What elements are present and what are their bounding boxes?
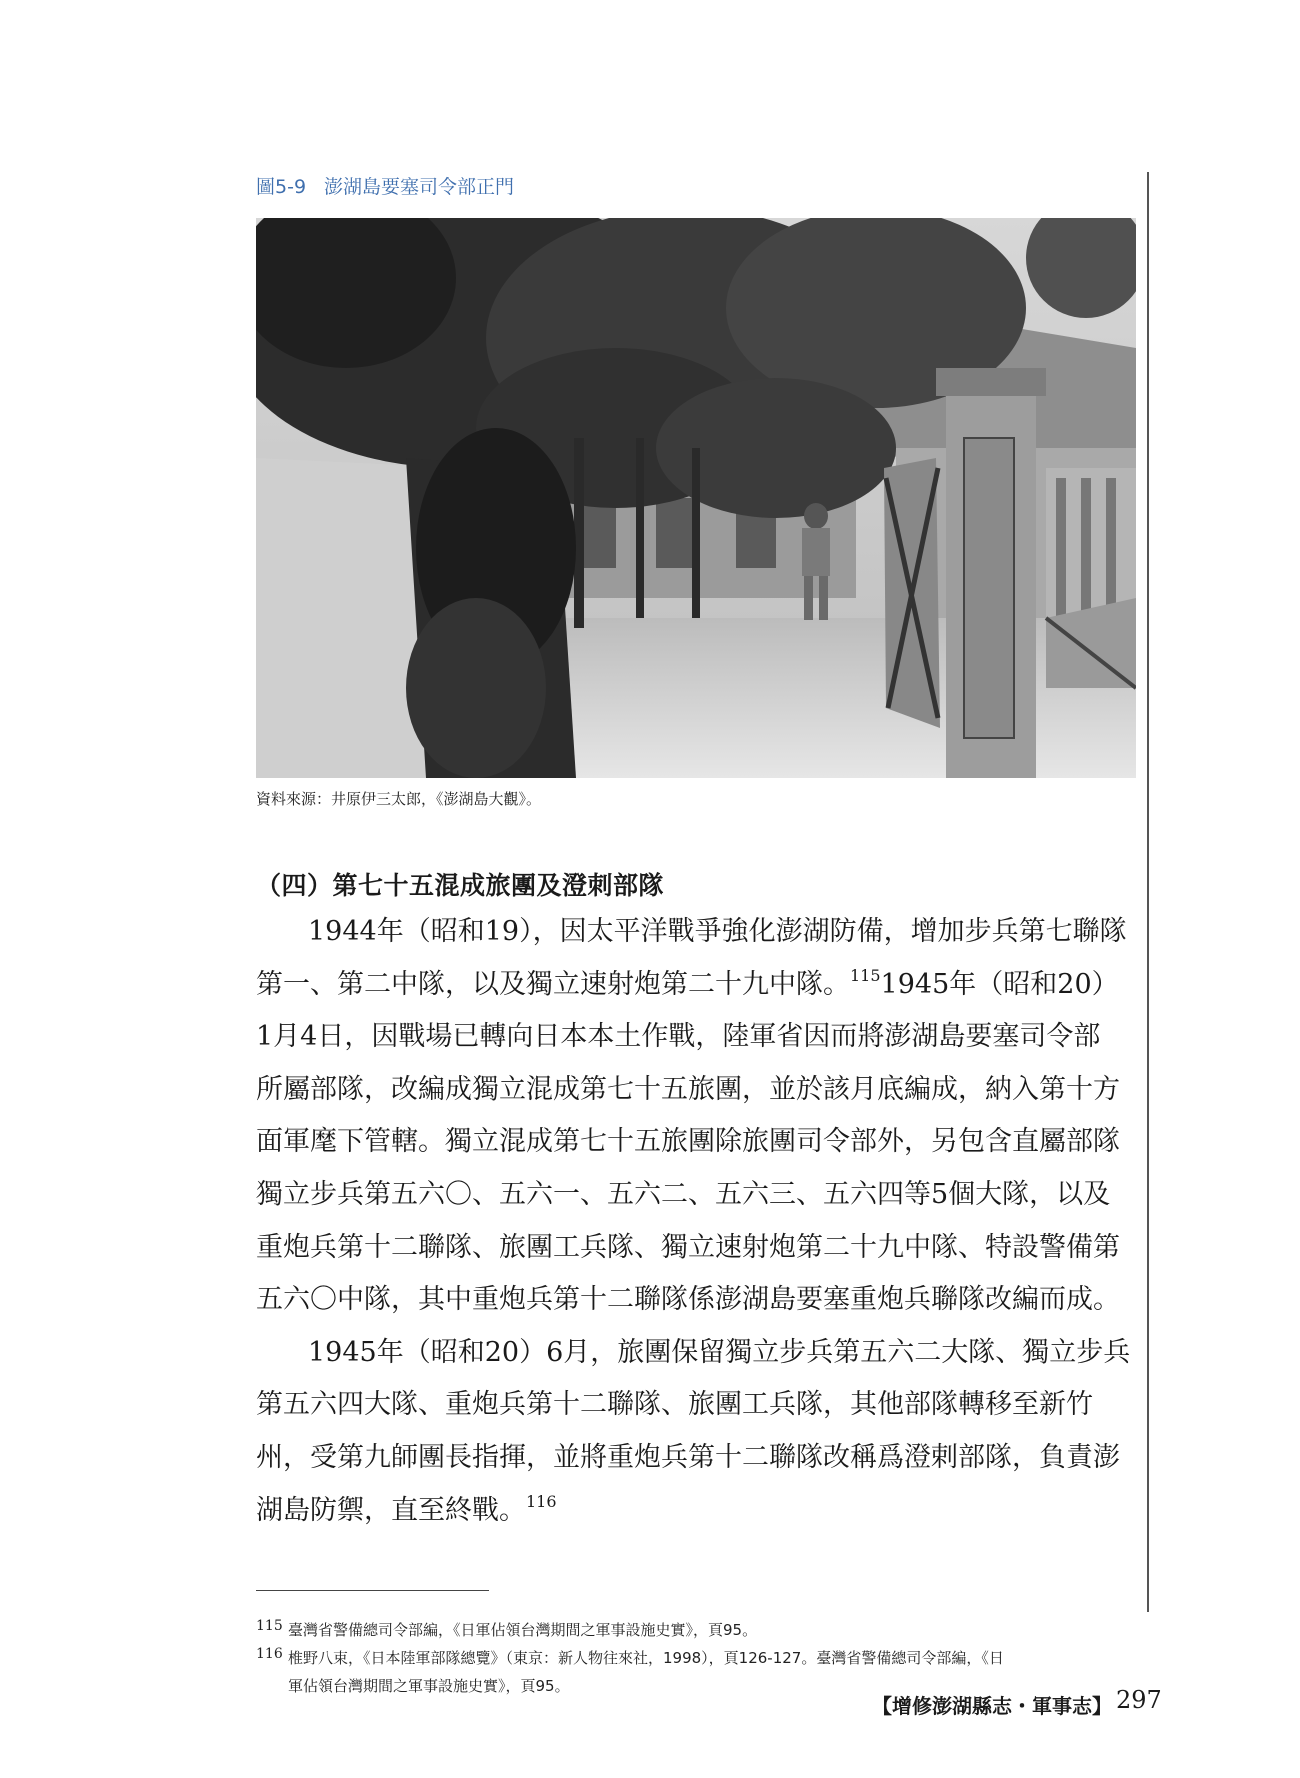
- right-margin-rule: [1147, 172, 1149, 1612]
- footnote-115: [256, 1616, 1136, 1644]
- footnote-ref-115[interactable]: 115: [850, 965, 881, 985]
- figure-title: 澎湖島要塞司令部正門: [324, 176, 515, 198]
- running-footer-title: 【增修澎湖縣志・軍事志】: [872, 1694, 1112, 1718]
- text-line: 所屬部隊，改編成獨立混成第七十五旅團，並於該月底編成，納入第十方: [256, 1073, 1120, 1105]
- footnote-ref-116[interactable]: 116: [526, 1491, 557, 1511]
- footnotes: [256, 1616, 1136, 1700]
- figure-caption: [256, 172, 514, 199]
- text-line: [256, 959, 1136, 1012]
- footnote-text: 椎野八束，《日本陸軍部隊總覽》（東京：新人物往來社，1998），頁126-127。臺灣省警備總司令部編，《日: [288, 1649, 1004, 1667]
- paragraph-2: [256, 1327, 1136, 1537]
- section-heading: （四）第七十五混成旅團及澄刺部隊: [256, 871, 665, 900]
- footnote-divider: [256, 1590, 489, 1591]
- text-segment: 第一、第二中隊，以及獨立速射炮第二十九中隊。: [256, 968, 850, 1000]
- footnote-text: 軍佔領台灣期間之軍事設施史實》，頁95。: [288, 1677, 570, 1695]
- footnote-text: 臺灣省警備總司令部編，《日軍佔領台灣期間之軍事設施史實》，頁95。: [288, 1621, 758, 1639]
- footnote-number: 116: [256, 1646, 283, 1662]
- historical-photo-fortress-gate: [256, 218, 1136, 778]
- text-segment: 湖島防禦，直至終戰。: [256, 1494, 526, 1526]
- text-line: 第五六四大隊、重炮兵第十二聯隊、旅團工兵隊，其他部隊轉移至新竹: [256, 1389, 1093, 1421]
- body-text: [256, 906, 1136, 1537]
- text-segment: 1945年（昭和20）: [880, 968, 1119, 1000]
- text-line: [256, 1485, 1136, 1538]
- text-line: 獨立步兵第五六〇、五六一、五六二、五六三、五六四等5個大隊，以及: [256, 1178, 1111, 1210]
- text-line: 重炮兵第十二聯隊、旅團工兵隊、獨立速射炮第二十九中隊、特設警備第: [256, 1231, 1120, 1263]
- text-line: 面軍麾下管轄。獨立混成第七十五旅團除旅團司令部外，另包含直屬部隊: [256, 1126, 1120, 1158]
- text-line: 1月4日，因戰場已轉向日本本土作戰，陸軍省因而將澎湖島要塞司令部: [256, 1021, 1101, 1053]
- page-number: 297: [1116, 1686, 1162, 1714]
- text-line: 1945年（昭和20）6月，旅團保留獨立步兵第五六二大隊、獨立步兵: [308, 1336, 1131, 1368]
- text-line: 1944年（昭和19），因太平洋戰爭強化澎湖防備，增加步兵第七聯隊: [308, 916, 1127, 947]
- figure-number: 圖5-9: [256, 176, 307, 198]
- paragraph-1: [256, 906, 1136, 1327]
- footnote-number: 115: [256, 1618, 283, 1634]
- text-line: 州，受第九師團長指揮，並將重炮兵第十二聯隊改稱爲澄剌部隊，負責澎: [256, 1441, 1120, 1473]
- photo-source-credit: 資料來源：井原伊三太郎，《澎湖島大觀》。: [256, 790, 542, 808]
- text-line: 五六〇中隊，其中重炮兵第十二聯隊係澎湖島要塞重炮兵聯隊改編而成。: [256, 1284, 1120, 1316]
